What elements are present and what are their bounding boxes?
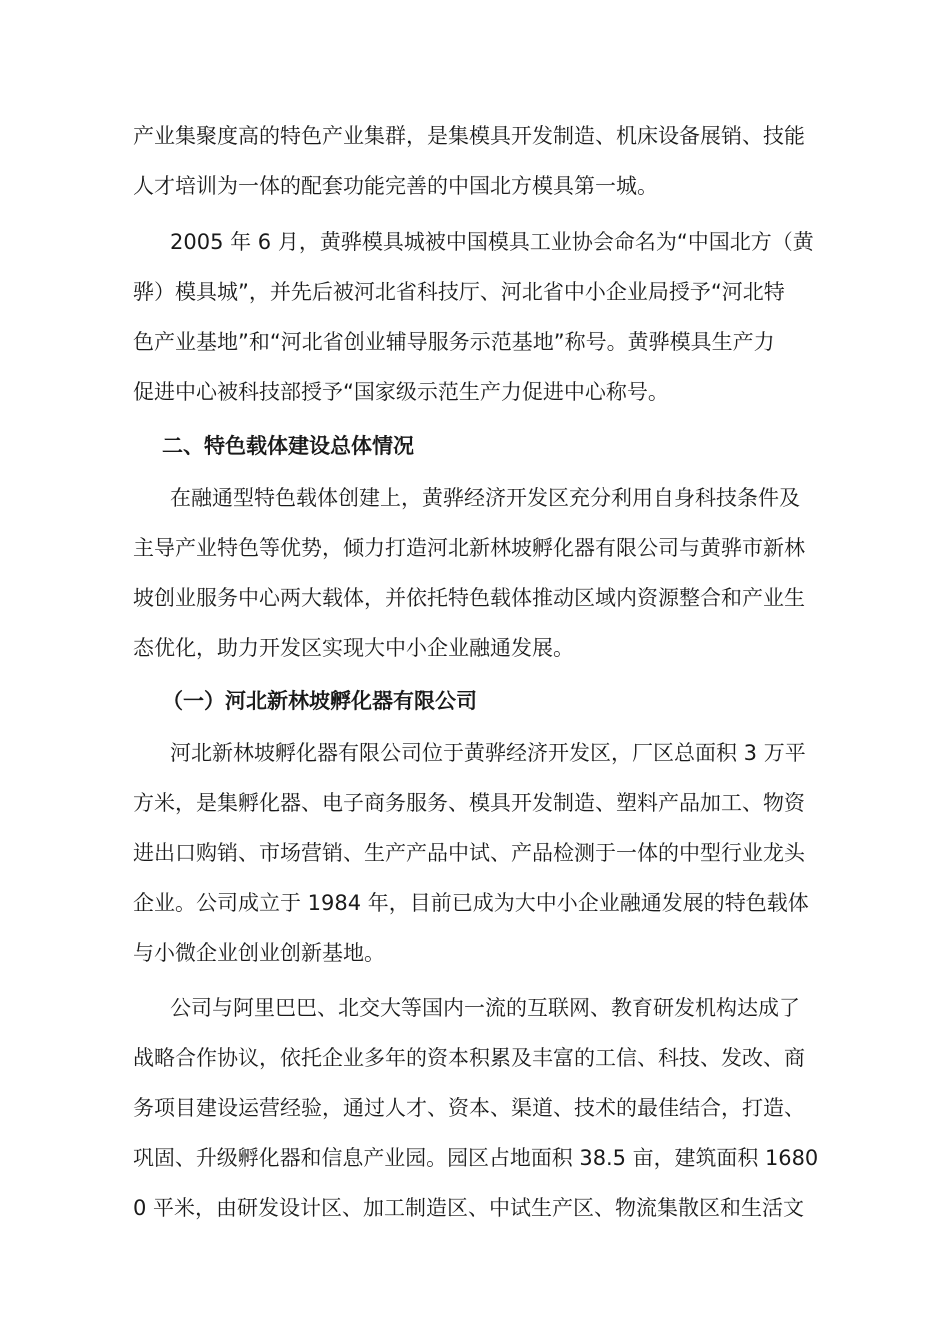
subsection-heading: （一）河北新林坡孵化器有限公司 <box>162 689 477 713</box>
paragraph-line: 态优化，助力开发区实现大中小企业融通发展。 <box>133 636 574 660</box>
paragraph-line: 产业集聚度高的特色产业集群，是集模具开发制造、机床设备展销、技能 <box>133 124 805 148</box>
paragraph-line: 战略合作协议，依托企业多年的资本积累及丰富的工信、科技、发改、商 <box>133 1046 805 1070</box>
paragraph-line: 0 平米，由研发设计区、加工制造区、中试生产区、物流集散区和生活文 <box>133 1196 805 1220</box>
paragraph-line: 2005 年 6 月，黄骅模具城被中国模具工业协会命名为“中国北方（黄 <box>170 230 814 254</box>
paragraph-line: 与小微企业创业创新基地。 <box>133 941 385 965</box>
paragraph-line: 方米，是集孵化器、电子商务服务、模具开发制造、塑料产品加工、物资 <box>133 791 805 815</box>
paragraph-line: 在融通型特色载体创建上，黄骅经济开发区充分利用自身科技条件及 <box>170 486 800 510</box>
paragraph-line: 主导产业特色等优势，倾力打造河北新林坡孵化器有限公司与黄骅市新林 <box>133 536 805 560</box>
paragraph-line: 进出口购销、市场营销、生产产品中试、产品检测于一体的中型行业龙头 <box>133 841 805 865</box>
paragraph-line: 巩固、升级孵化器和信息产业园。园区占地面积 38.5 亩，建筑面积 1680 <box>133 1146 819 1170</box>
paragraph-line: 骅）模具城”，并先后被河北省科技厅、河北省中小企业局授予“河北特 <box>133 280 785 304</box>
paragraph-line: 坡创业服务中心两大载体，并依托特色载体推动区域内资源整合和产业生 <box>133 586 805 610</box>
paragraph-line: 公司与阿里巴巴、北交大等国内一流的互联网、教育研发机构达成了 <box>170 996 800 1020</box>
paragraph-line: 人才培训为一体的配套功能完善的中国北方模具第一城。 <box>133 174 658 198</box>
paragraph-line: 促进中心被科技部授予“国家级示范生产力促进中心称号。 <box>133 380 669 404</box>
paragraph-line: 务项目建设运营经验，通过人才、资本、渠道、技术的最佳结合，打造、 <box>133 1096 805 1120</box>
paragraph-line: 色产业基地”和“河北省创业辅导服务示范基地”称号。黄骅模具生产力 <box>133 330 775 354</box>
paragraph-line: 河北新林坡孵化器有限公司位于黄骅经济开发区，厂区总面积 3 万平 <box>170 741 806 765</box>
paragraph-line: 企业。公司成立于 1984 年，目前已成为大中小企业融通发展的特色载体 <box>133 891 809 915</box>
section-heading: 二、特色载体建设总体情况 <box>162 434 414 458</box>
